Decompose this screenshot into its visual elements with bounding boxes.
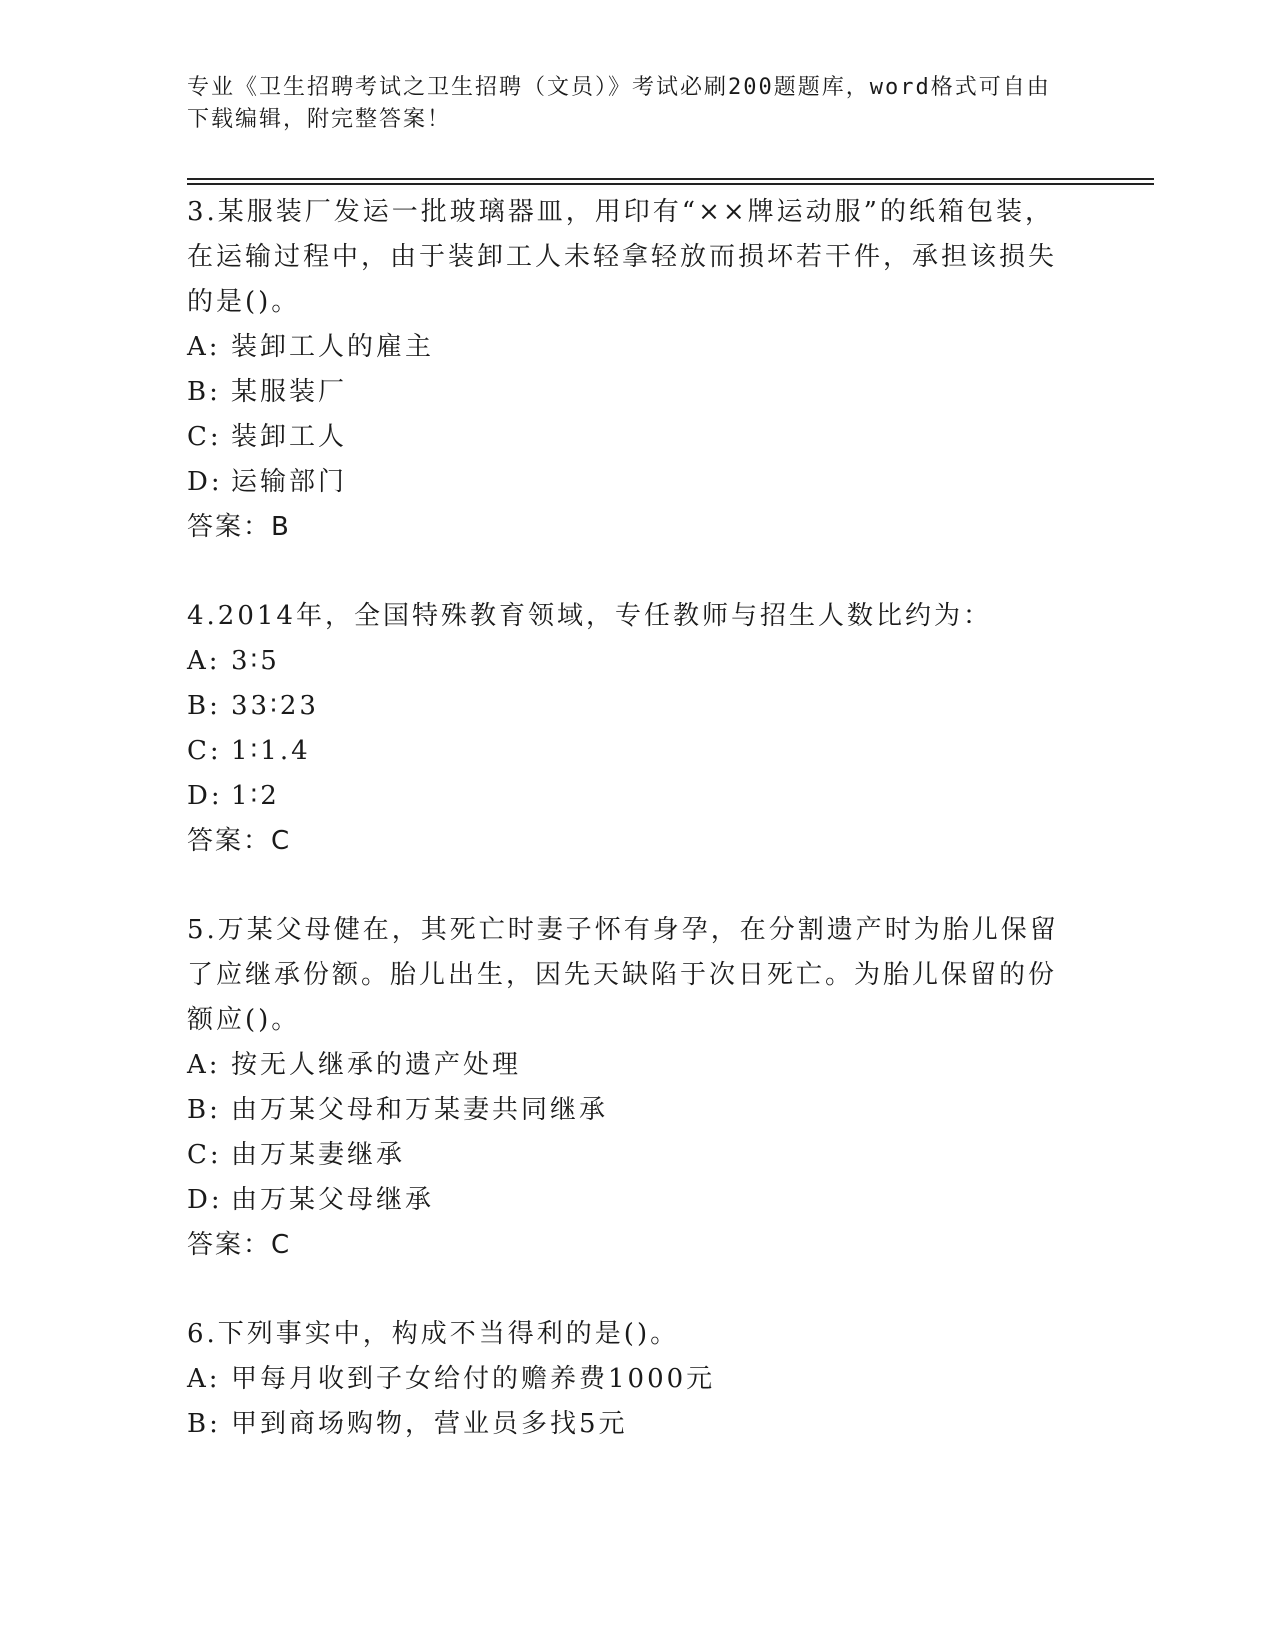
option-letter: C: bbox=[187, 422, 222, 452]
option-text: 1∶1.4 bbox=[231, 736, 311, 766]
question-4 bbox=[187, 594, 1067, 864]
option-letter: B: bbox=[187, 691, 221, 721]
option-letter: A: bbox=[187, 332, 221, 362]
option-text: 运输部门 bbox=[231, 467, 348, 497]
option-a bbox=[187, 1043, 1067, 1088]
option-text: 甲每月收到子女给付的赡养费1000元 bbox=[231, 1364, 716, 1394]
header-note: 专业《卫生招聘考试之卫生招聘（文员）》考试必刷200题题库，word格式可自由下载编辑，附完整答案！ bbox=[187, 75, 1051, 132]
option-text: 3∶5 bbox=[231, 646, 280, 676]
option-b bbox=[187, 1402, 1067, 1447]
question-list bbox=[187, 190, 1067, 1491]
question-stem: 3.某服装厂发运一批玻璃器皿，用印有“××牌运动服”的纸箱包装，在运输过程中，由于装卸工人未轻拿轻放而损坏若干件，承担该损失的是()。 bbox=[187, 197, 1058, 317]
option-b bbox=[187, 684, 1067, 729]
option-b bbox=[187, 1088, 1067, 1133]
option-text: 由万某父母和万某妻共同继承 bbox=[231, 1095, 609, 1125]
option-text: 按无人继承的遗产处理 bbox=[231, 1050, 522, 1080]
option-text: 甲到商场购物，营业员多找5元 bbox=[231, 1409, 628, 1439]
answer-line: 答案：C bbox=[187, 826, 292, 856]
option-letter: D: bbox=[187, 467, 223, 497]
option-d bbox=[187, 1178, 1067, 1223]
option-c bbox=[187, 1133, 1067, 1178]
option-letter: A: bbox=[187, 1050, 221, 1080]
option-letter: A: bbox=[187, 1364, 221, 1394]
option-text: 某服装厂 bbox=[231, 377, 348, 407]
option-letter: D: bbox=[187, 1185, 223, 1215]
option-text: 33∶23 bbox=[231, 691, 319, 721]
option-text: 装卸工人的雇主 bbox=[231, 332, 435, 362]
option-a bbox=[187, 325, 1067, 370]
option-text: 装卸工人 bbox=[231, 422, 348, 452]
divider-line-top bbox=[187, 178, 1154, 180]
option-a bbox=[187, 639, 1067, 684]
option-b bbox=[187, 370, 1067, 415]
option-c bbox=[187, 729, 1067, 774]
answer-line: 答案：B bbox=[187, 512, 291, 542]
option-letter: D: bbox=[187, 781, 223, 811]
question-6 bbox=[187, 1312, 1067, 1447]
question-5 bbox=[187, 908, 1067, 1268]
question-stem: 6.下列事实中，构成不当得利的是()。 bbox=[187, 1319, 680, 1349]
option-a bbox=[187, 1357, 1067, 1402]
option-text: 由万某父母继承 bbox=[231, 1185, 435, 1215]
question-3 bbox=[187, 190, 1067, 550]
option-letter: A: bbox=[187, 646, 221, 676]
option-text: 由万某妻继承 bbox=[231, 1140, 406, 1170]
option-text: 1∶2 bbox=[231, 781, 280, 811]
option-letter: B: bbox=[187, 377, 221, 407]
answer-line: 答案：C bbox=[187, 1230, 292, 1260]
option-d bbox=[187, 460, 1067, 505]
option-letter: C: bbox=[187, 736, 222, 766]
option-d bbox=[187, 774, 1067, 819]
question-stem: 5.万某父母健在，其死亡时妻子怀有身孕，在分割遗产时为胎儿保留了应继承份额。胎儿出生，因先天缺陷于次日死亡。为胎儿保留的份额应()。 bbox=[187, 915, 1059, 1035]
question-stem: 4.2014年，全国特殊教育领域，专任教师与招生人数比约为： bbox=[187, 601, 992, 631]
option-c bbox=[187, 415, 1067, 460]
option-letter: B: bbox=[187, 1409, 221, 1439]
option-letter: C: bbox=[187, 1140, 222, 1170]
option-letter: B: bbox=[187, 1095, 221, 1125]
divider-line-bottom bbox=[187, 183, 1154, 185]
